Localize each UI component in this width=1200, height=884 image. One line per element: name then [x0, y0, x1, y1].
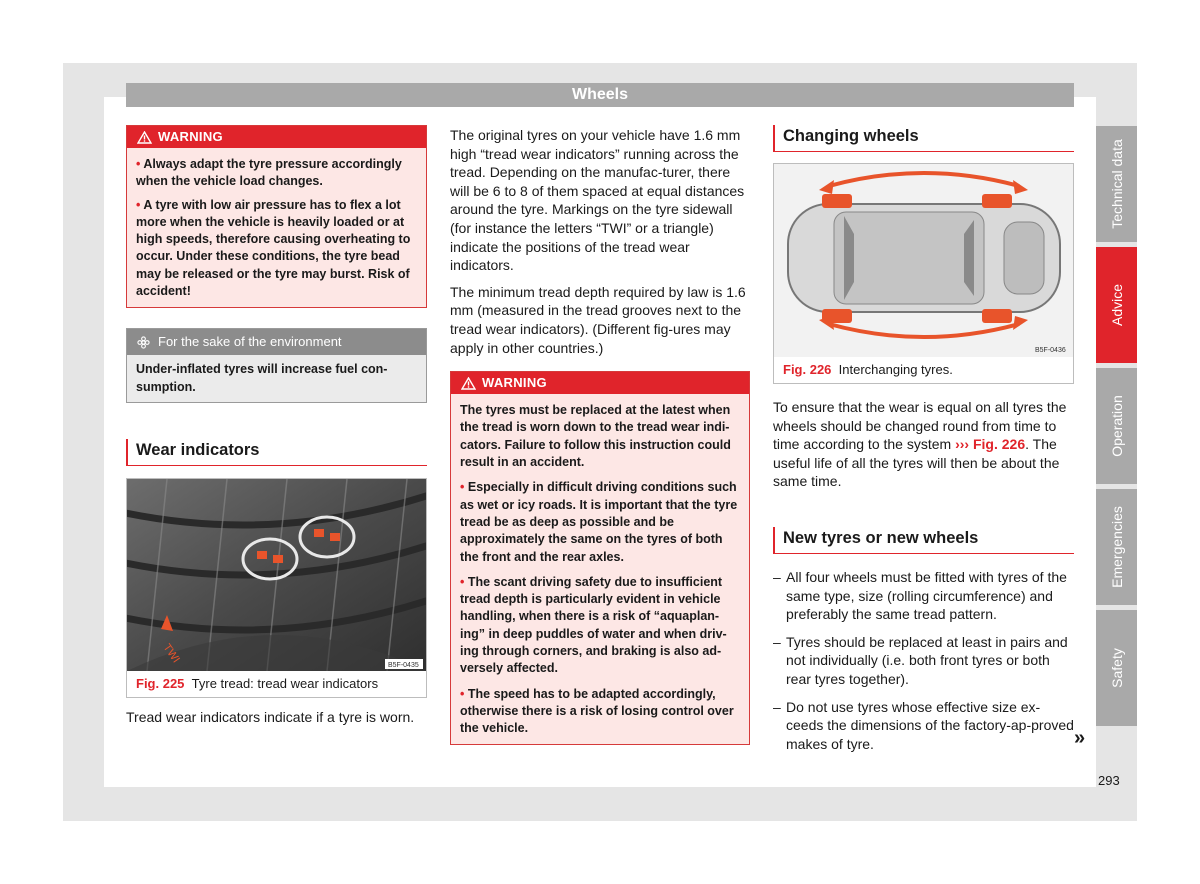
warning-label: WARNING — [158, 129, 223, 144]
section-title-wear-indicators: Wear indicators — [126, 439, 427, 466]
list-item: – Tyres should be replaced at least in pairs and not individually (i.e. both front tyres or both rear tyres together). — [773, 633, 1068, 687]
warning-header — [127, 126, 426, 148]
figure-caption: Fig. 225 Tyre tread: tread wear indicators — [136, 675, 379, 691]
warning-item: • A tyre with low air pressure has to flex a lot more when the vehicle is heavily loaded or at high speeds, therefore causing overheating to occur. Under these conditions, the tyre bead may be released or the tyre may burst. Risk of accident! — [136, 197, 411, 299]
column-3 — [773, 125, 1074, 762]
warning-header — [451, 372, 749, 394]
continue-mark: » — [1074, 727, 1086, 749]
paragraph: The original tyres on your vehicle have 1.6 mm high “tread wear indicators” running across the tread. Depending on the manufac-turer, there will be 6 to 8 of them spaced at equal distances around the tyre. Markings on the tyre sidewall (for instance the letters “TWI” or a triangle) indicate the positions of the tread wear indicators. — [450, 127, 745, 274]
wear-indicators-text: Tread wear indicators indicate if a tyre is worn. — [126, 708, 415, 725]
warning-box-2 — [450, 371, 750, 745]
section-title-new-tyres: New tyres or new wheels — [773, 527, 1074, 554]
tab-safety[interactable]: Safety — [1096, 610, 1137, 726]
list-item: – All four wheels must be fitted with tyres of the same type, size (rolling circumference) and preferably the same tread pattern. — [773, 568, 1067, 623]
figure-code: B5F-0436 — [1035, 347, 1066, 354]
list-item: – Do not use tyres whose effective size ex-ceeds the dimensions of the factory-ap-proved makes of tyre. — [773, 698, 1074, 752]
environment-label: For the sake of the environment — [158, 334, 342, 350]
paragraph: The minimum tread depth required by law is 1.6 mm (measured in the tread grooves next to the tread wear indicators). (Different fig-ures may apply in other countries.) — [450, 283, 746, 356]
column-2 — [450, 126, 750, 745]
tab-technical-data[interactable]: Technical data — [1096, 126, 1137, 242]
tab-operation[interactable]: Operation — [1096, 368, 1137, 484]
figure-code: B5F-0435 — [388, 661, 419, 669]
warning-intro: The tyres must be replaced at the latest when the tread is worn down to the tread wear indi-cators. Failure to follow this instruction could result in an accident. — [460, 403, 731, 470]
warning-item: • Especially in difficult driving conditions such as wet or icy roads. It is important that the tyre tread be as deep as possible and be approximately the same on the tyres of both the front and the rear axles. — [460, 480, 738, 564]
tab-emergencies[interactable]: Emergencies — [1096, 489, 1137, 605]
twi-marking: TWI — [160, 641, 182, 666]
figure-reference-link[interactable]: ››› Fig. 226 — [955, 436, 1026, 453]
tyre-rotation-diagram — [774, 164, 1073, 357]
figure-226 — [773, 163, 1074, 384]
figure-225 — [126, 478, 427, 698]
page-title: Wheels — [126, 83, 1074, 107]
tab-advice[interactable]: Advice — [1096, 247, 1137, 363]
warning-triangle-icon — [137, 131, 152, 144]
environment-header — [127, 329, 426, 355]
warning-item: • The scant driving safety due to insufficient tread depth is particularly evident in vehicle handling, when there is a risk of “aquaplan-ing” in deep puddles of water and when driv-ing through corners, and braking is also ad-versely affected. — [460, 574, 727, 676]
flower-icon — [137, 336, 150, 349]
new-tyres-list — [773, 568, 1074, 753]
tyre-tread-image — [127, 479, 426, 671]
warning-box-1 — [126, 125, 427, 308]
warning-item: • The speed has to be adapted accordingly, otherwise there is a risk of losing control over the vehicle. — [460, 686, 734, 736]
figure-caption: Fig. 226 Interchanging tyres. — [783, 362, 953, 377]
warning-label: WARNING — [482, 375, 547, 391]
warning-triangle-icon — [461, 377, 476, 390]
environment-text: Under-inflated tyres will increase fuel con-sumption. — [136, 362, 388, 394]
warning-item: • Always adapt the tyre pressure accordingly when the vehicle load changes. — [136, 157, 402, 189]
column-1 — [126, 125, 427, 727]
page-number: 293 — [1098, 773, 1120, 788]
environment-box — [126, 328, 427, 403]
section-title-changing-wheels: Changing wheels — [773, 125, 1074, 152]
changing-wheels-text: To ensure that the wear is equal on all tyres the wheels should be changed round from time to time according to the system ››› Fig. 226. The useful life of all the tyres will then be about the same time. — [773, 399, 1067, 490]
